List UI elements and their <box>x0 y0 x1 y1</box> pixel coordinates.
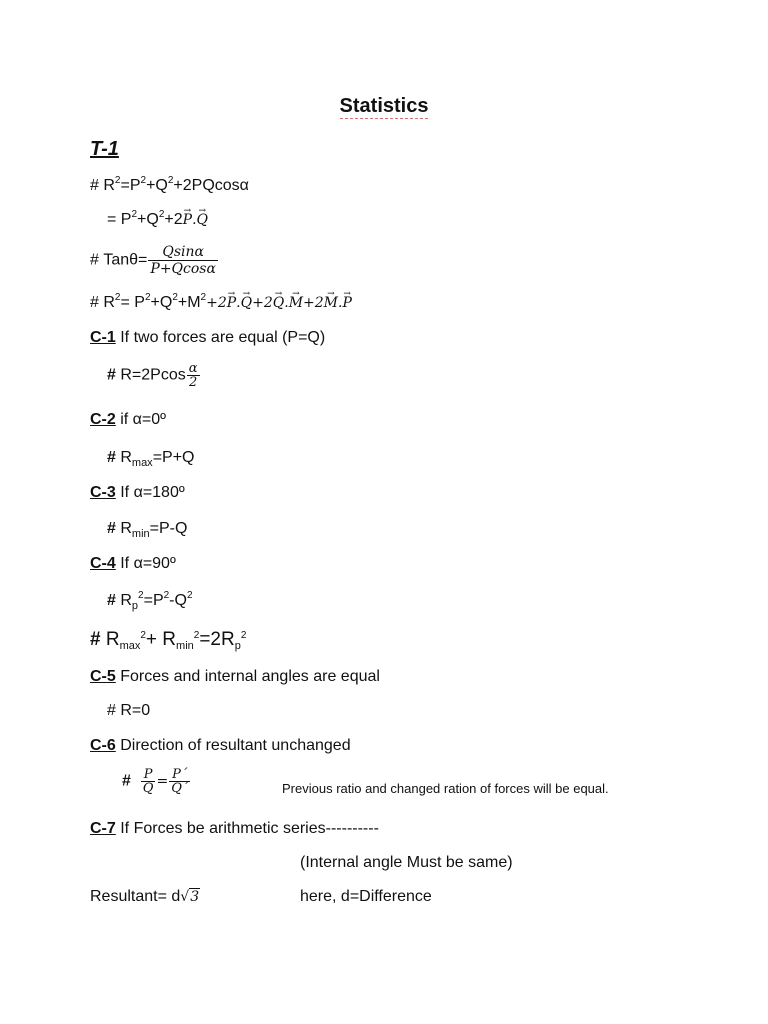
case-3-result: # $R_{min}=P-Q$ <box>107 520 188 540</box>
case-4-result: # $R_p^2=P^2-Q^2$ <box>107 590 193 612</box>
ratio-fraction: $\frac{P}{Q}$ <box>142 767 154 796</box>
formula-resultant-vector: = $P^2+Q^2+2\to P.\to Q$ <box>107 210 208 230</box>
case-2-result: # $R_{max}=P+Q$ <box>107 449 195 469</box>
tan-fraction: $\frac{Qsin\alpha}{P+Qcos\alpha}$ <box>150 244 216 277</box>
ratio-note: Previous ratio and changed ration of forces will be equal. <box>282 781 609 796</box>
case-6-result: # $\frac{P}{Q}$ = $\frac{P´}{Q´}$ <box>122 767 189 796</box>
resultant-formula: Resultant= d√3 <box>90 888 200 905</box>
case-3: C-3 If α=180º <box>90 484 185 501</box>
half-angle-fraction: $\frac{\alpha}{2}$ <box>188 361 198 390</box>
case-7-note: (Internal angle Must be same) <box>300 854 513 871</box>
formula-max-min-relation: # $R_{max}^2+ R_{min}^2=2R_p^2$ <box>90 629 247 652</box>
section-heading: T-1 <box>90 138 119 160</box>
changed-ratio-fraction: $\frac{P´}{Q´}$ <box>171 767 189 796</box>
vector-p: → P <box>183 210 192 230</box>
case-5: C-5 Forces and internal angles are equal <box>90 668 380 685</box>
case-1-result: # R=2Pcos $\frac{\alpha}{2}$ <box>107 361 198 390</box>
page-title: Statistics <box>339 95 429 117</box>
formula-tan-theta: # Tanθ= $\frac{Qsin\alpha}{P+Qcos\alpha}$ <box>90 244 216 277</box>
formula-resultant: # $R^2=P^2+Q^2+2PQcos\alpha$ <box>90 175 249 194</box>
case-5-result: # R=0 <box>107 702 151 719</box>
case-2: C-2 if α=0º <box>90 411 167 428</box>
difference-note: here, d=Difference <box>300 888 432 905</box>
case-6: C-6 Direction of resultant unchanged <box>90 737 351 754</box>
vector-q: → Q <box>197 210 208 230</box>
case-4: C-4 If α=90º <box>90 555 176 572</box>
formula-three-forces: # $R^2= P^2+Q^2+M^2+2\to P.\to Q+2\to Q.\to M+2\to M.\to P$ <box>90 293 352 313</box>
case-7: C-7 If Forces be arithmetic series---------- <box>90 820 379 837</box>
sqrt-symbol: √ <box>180 889 190 905</box>
hash-mark: # <box>90 177 99 194</box>
case-1: C-1 If two forces are equal (P=Q) <box>90 329 326 346</box>
